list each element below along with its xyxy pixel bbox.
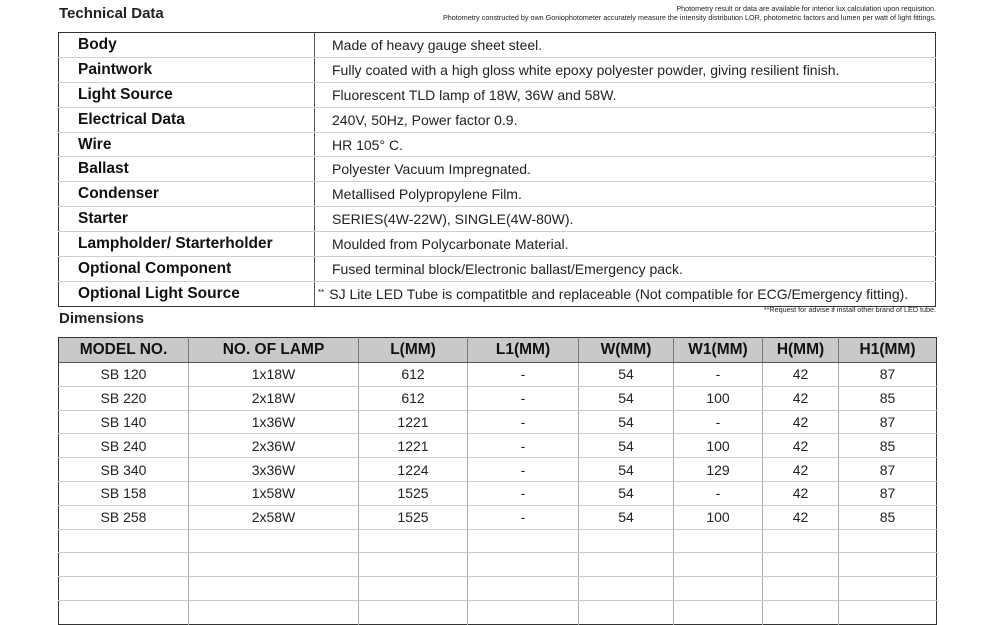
- column-header: H(MM): [763, 338, 839, 363]
- table-cell: 42: [763, 458, 839, 482]
- table-cell: [674, 577, 763, 601]
- table-cell: 42: [763, 410, 839, 434]
- table-cell: -: [468, 434, 579, 458]
- table-cell: [468, 600, 579, 624]
- table-cell: 85: [839, 505, 937, 529]
- table-cell: 2x58W: [189, 505, 359, 529]
- spec-label: Starter: [59, 207, 315, 232]
- table-cell: [59, 529, 189, 553]
- table-cell: [674, 553, 763, 577]
- table-cell: 1x18W: [189, 363, 359, 387]
- table-cell: [59, 600, 189, 624]
- table-cell: 54: [579, 363, 674, 387]
- table-cell: [674, 600, 763, 624]
- table-cell: SB 158: [59, 481, 189, 505]
- table-cell: 100: [674, 434, 763, 458]
- table-cell: 1525: [359, 505, 468, 529]
- table-cell: [579, 529, 674, 553]
- table-cell: 1525: [359, 481, 468, 505]
- table-cell: [468, 529, 579, 553]
- table-cell: [839, 577, 937, 601]
- table-row: [59, 386, 937, 410]
- spec-value: Polyester Vacuum Impregnated.: [332, 161, 531, 178]
- table-cell: [579, 600, 674, 624]
- table-cell: SB 120: [59, 363, 189, 387]
- spec-value-cell: [315, 132, 936, 157]
- spec-value: Metallised Polypropylene Film.: [332, 186, 522, 203]
- table-cell: [763, 529, 839, 553]
- spec-value-cell: [315, 57, 936, 82]
- spec-value: SJ Lite LED Tube is compatitble and replaceable (Not compatible for ECG/Emergency fitting).: [329, 285, 909, 302]
- spec-value-cell: [315, 33, 936, 58]
- table-row: [59, 553, 937, 577]
- table-cell: -: [674, 481, 763, 505]
- spec-row: [59, 182, 936, 207]
- table-cell: 1x36W: [189, 410, 359, 434]
- table-row: [59, 363, 937, 387]
- table-cell: 42: [763, 481, 839, 505]
- table-cell: 2x36W: [189, 434, 359, 458]
- table-cell: 1224: [359, 458, 468, 482]
- spec-row: [59, 281, 936, 306]
- spec-row: [59, 82, 936, 107]
- spec-value-cell: [315, 207, 936, 232]
- table-cell: [579, 577, 674, 601]
- table-row: [59, 505, 937, 529]
- spec-value-cell: [315, 182, 936, 207]
- table-cell: 54: [579, 434, 674, 458]
- table-cell: [763, 577, 839, 601]
- table-cell: [839, 529, 937, 553]
- spec-label: Optional Component: [59, 257, 315, 282]
- table-cell: 1x58W: [189, 481, 359, 505]
- table-cell: SB 340: [59, 458, 189, 482]
- table-cell: -: [468, 505, 579, 529]
- table-cell: 129: [674, 458, 763, 482]
- spec-value-cell: [315, 257, 936, 282]
- spec-value: Fused terminal block/Electronic ballast/Emergency pack.: [332, 260, 683, 277]
- table-row: [59, 577, 937, 601]
- table-cell: [359, 577, 468, 601]
- table-cell: 54: [579, 505, 674, 529]
- table-cell: [59, 577, 189, 601]
- spec-label: Light Source: [59, 82, 315, 107]
- table-cell: 85: [839, 434, 937, 458]
- spec-value-cell: [315, 82, 936, 107]
- table-cell: -: [468, 410, 579, 434]
- table-cell: [59, 553, 189, 577]
- table-cell: 100: [674, 386, 763, 410]
- column-header: L1(MM): [468, 338, 579, 363]
- table-row: [59, 410, 937, 434]
- table-cell: 3x36W: [189, 458, 359, 482]
- spec-value: Fluorescent TLD lamp of 18W, 36W and 58W.: [332, 86, 617, 103]
- table-cell: 85: [839, 386, 937, 410]
- spec-label: Condenser: [59, 182, 315, 207]
- spec-label: Optional Light Source: [59, 281, 315, 306]
- table-cell: 87: [839, 481, 937, 505]
- table-cell: [468, 553, 579, 577]
- spec-row: [59, 107, 936, 132]
- spec-value: Fully coated with a high gloss white epoxy polyester powder, giving resilient finish.: [332, 61, 840, 78]
- table-cell: 54: [579, 386, 674, 410]
- spec-value: Made of heavy gauge sheet steel.: [332, 36, 543, 53]
- spec-value-cell: [315, 107, 936, 132]
- column-header: NO. OF LAMP: [189, 338, 359, 363]
- table-cell: 87: [839, 410, 937, 434]
- spec-row: [59, 157, 936, 182]
- column-header: L(MM): [359, 338, 468, 363]
- spec-value: 240V, 50Hz, Power factor 0.9.: [332, 111, 518, 128]
- spec-label: Ballast: [59, 157, 315, 182]
- table-cell: [189, 529, 359, 553]
- spec-label: Paintwork: [59, 57, 315, 82]
- table-cell: [359, 553, 468, 577]
- table-cell: 87: [839, 458, 937, 482]
- table-cell: 612: [359, 363, 468, 387]
- led-tube-footnote: **Request for advise if install other brand of LED tube.: [763, 305, 936, 314]
- spec-row: [59, 33, 936, 58]
- spec-value-cell: [315, 281, 936, 306]
- table-row: [59, 529, 937, 553]
- table-cell: SB 258: [59, 505, 189, 529]
- table-cell: 612: [359, 386, 468, 410]
- spec-value: HR 105° C.: [332, 136, 403, 153]
- column-header: MODEL NO.: [59, 338, 189, 363]
- spec-row: [59, 232, 936, 257]
- table-cell: -: [468, 386, 579, 410]
- dimensions-title: Dimensions: [59, 310, 145, 327]
- spec-row: [59, 207, 936, 232]
- table-cell: 54: [579, 481, 674, 505]
- column-header: W1(MM): [674, 338, 763, 363]
- technical-data-table: [58, 32, 936, 307]
- spec-value-cell: [315, 232, 936, 257]
- spec-row: [59, 132, 936, 157]
- spec-value-cell: [315, 157, 936, 182]
- table-cell: 54: [579, 410, 674, 434]
- table-cell: SB 140: [59, 410, 189, 434]
- table-cell: 1221: [359, 434, 468, 458]
- table-cell: -: [468, 481, 579, 505]
- table-cell: [359, 529, 468, 553]
- table-row: [59, 481, 937, 505]
- table-cell: 42: [763, 434, 839, 458]
- table-cell: 2x18W: [189, 386, 359, 410]
- table-cell: [839, 600, 937, 624]
- table-cell: -: [468, 458, 579, 482]
- table-row: [59, 434, 937, 458]
- table-cell: -: [674, 410, 763, 434]
- table-cell: 42: [763, 505, 839, 529]
- table-cell: 54: [579, 458, 674, 482]
- table-cell: [674, 529, 763, 553]
- table-cell: -: [468, 363, 579, 387]
- table-cell: 1221: [359, 410, 468, 434]
- spec-label: Electrical Data: [59, 107, 315, 132]
- table-cell: [763, 600, 839, 624]
- spec-value: SERIES(4W-22W), SINGLE(4W-80W).: [332, 211, 574, 228]
- table-cell: [579, 553, 674, 577]
- dimensions-header-row: [59, 338, 937, 363]
- table-cell: [359, 600, 468, 624]
- spec-value: Moulded from Polycarbonate Material.: [332, 236, 569, 253]
- table-cell: [189, 553, 359, 577]
- column-header: H1(MM): [839, 338, 937, 363]
- table-cell: 100: [674, 505, 763, 529]
- spec-label: Body: [59, 33, 315, 58]
- table-cell: [189, 577, 359, 601]
- spec-row: [59, 257, 936, 282]
- table-cell: [189, 600, 359, 624]
- spec-label: Wire: [59, 132, 315, 157]
- footnote-marker: **: [318, 287, 325, 297]
- table-cell: [839, 553, 937, 577]
- table-row: [59, 600, 937, 624]
- table-cell: [468, 577, 579, 601]
- column-header: W(MM): [579, 338, 674, 363]
- photometry-note-line-2: Photometry constructed by own Goniophotometer accurately measure the intensity distribution LOR, photometric factors and lumen per watt of light fittings.: [443, 13, 936, 22]
- table-cell: SB 240: [59, 434, 189, 458]
- spec-label: Lampholder/ Starterholder: [59, 232, 315, 257]
- table-cell: [763, 553, 839, 577]
- table-row: [59, 458, 937, 482]
- technical-data-title: Technical Data: [59, 5, 164, 22]
- table-cell: 42: [763, 363, 839, 387]
- photometry-note-line-1: Photometry result or data are available for interior lux calculation upon requisition.: [676, 4, 936, 13]
- table-cell: 42: [763, 386, 839, 410]
- dimensions-table: [58, 337, 937, 625]
- table-cell: 87: [839, 363, 937, 387]
- table-cell: -: [674, 363, 763, 387]
- spec-row: [59, 57, 936, 82]
- table-cell: SB 220: [59, 386, 189, 410]
